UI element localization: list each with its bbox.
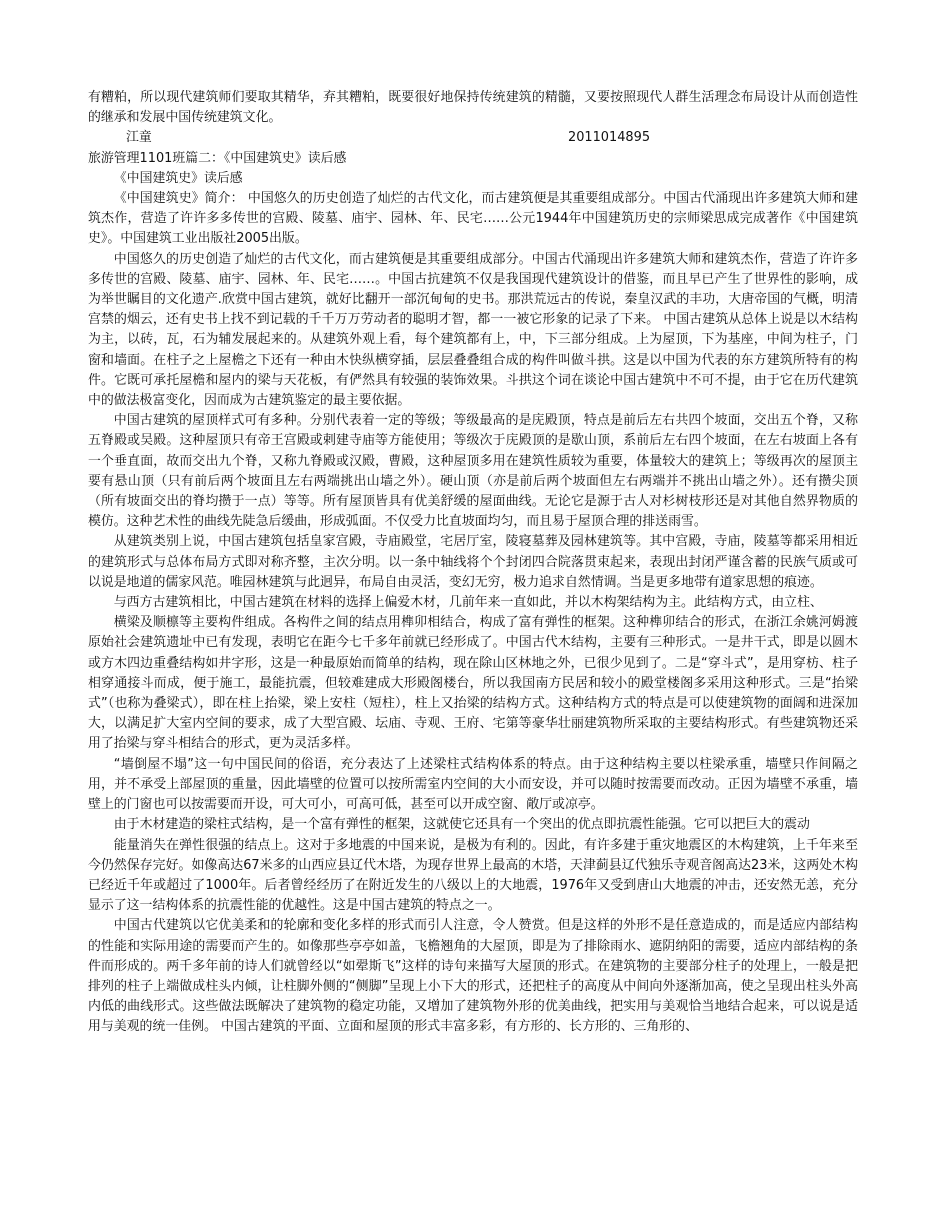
paragraph-categories: 从建筑类别上说，中国古建筑包括皇家宫殿，寺庙殿堂，宅居厅室，陵寝墓葬及园林建筑等。其中宫殿，寺庙，陵墓等都采用相近的建筑形式与总体布局方式即对称齐整，主次分明。以一条中轴线将个个封闭四合院落贯束起来，表现出封闭严谨含蓄的民族气质或可以说是地道的儒家风范。唯园林建筑与此迥异，布局自由灵活，变幻无穷，极力追求自然情调。当是更多地带有道家思想的痕迹。: [88, 534, 858, 590]
student-id: 2011014895: [568, 130, 651, 146]
opening-lines: 有糟粕，所以现代建筑师们要取其精华，弃其糟粕，既要很好地保持传统建筑的精髓，又要按照现代人群生活理念布局设计从而创造性的继承和发展中国传统建筑文化。: [88, 90, 858, 126]
document-body: [88, 88, 858, 1038]
class-and-title: 旅游管理1101班篇二：《中国建筑史》读后感: [88, 150, 347, 166]
paragraph-form: 中国古代建筑以它优美柔和的轮廓和变化多样的形式而引人注意，令人赞赏。但是这样的外形不是任意造成的，而是适应内部结构的性能和实际用途的需要而产生的。如像那些亭亭如盖，飞檐翘角的大屋顶，即是为了排除雨水、遮阴纳阳的需要，适应内部结构的条件而形成的。两千多年前的诗人们就曾经以“如翚斯飞”这样的诗句来描写大屋顶的形式。在建筑物的主要部分柱子的处理上，一般是把排列的柱子上端做成柱头内倾，让柱脚外侧的“侧脚”呈现上小下大的形式，还把柱子的高度从中间向外逐渐加高，使之呈现出柱头外高内低的曲线形式。这些做法既解决了建筑物的稳定功能，又增加了建筑物外形的优美曲线，把实用与美观恰当地结合起来，可以说是适用与美观的统一佳例。 中国古建筑的平面、立面和屋顶的形式丰富多彩，有方形的、长方形的、三角形的、: [88, 918, 858, 1035]
paragraph-earthquake-intro: 由于木材建造的梁柱式结构，是一个富有弹性的框架，这就使它还具有一个突出的优点即抗震性能强。它可以把巨大的震动: [113, 817, 810, 833]
paragraph-walls: “墙倒屋不塌”这一句中国民间的俗语，充分表达了上述梁柱式结构体系的特点。由于这种结构主要以柱梁承重，墙壁只作间隔之用，并不承受上部屋顶的重量，因此墙壁的位置可以按所需室内空间的大小而安设，并可以随时按需要而改动。正因为墙壁不承重，墙壁上的门窗也可以按需要而开设，可大可小，可高可低，甚至可以开成空窗、敞厅或凉亭。: [88, 756, 858, 813]
subtitle: 《中国建筑史》读后感: [113, 170, 243, 186]
author-name: 江童: [126, 130, 152, 146]
paragraph-history: 中国悠久的历史创造了灿烂的古代文化，而古建筑便是其重要组成部分。中国古代涌现出许多建筑大师和建筑杰作，营造了许许多多传世的宫殿、陵墓、庙宇、园林、年、民宅……。中国古抗建筑不仅是我国现代建筑设计的借鉴，而且早已产生了世界性的影响，成为举世瞩目的文化遗产.欣赏中国古建筑，就好比翻开一部沉甸甸的史书。那洪荒远古的传说，秦皇汉武的丰功，大唐帝国的气概，明清宫禁的烟云，还有史书上找不到记载的千千万万劳动者的聪明才智，都一一被它形象的记录了下来。 中国古建筑从总体上说是以木结构为主，以砖，瓦，石为辅发展起来的。从建筑外观上看，每个建筑都有上，中，下三部分组成。上为屋顶，下为基座，中间为柱子，门窗和墙面。在柱子之上屋檐之下还有一种由木快纵横穿插，层层叠叠组合成的构件叫做斗拱。这是以中国为代表的东方建筑所特有的构件。它既可承托屋檐和屋内的梁与天花板，有俨然具有较强的装饰效果。斗拱这个词在谈论中国古建筑中不可不提，由于它在历代建筑中的做法极富变化，因而成为古建筑鉴定的最主要依据。: [88, 251, 858, 409]
paragraph-intro: 《中国建筑史》简介： 中国悠久的历史创造了灿烂的古代文化，而古建筑便是其重要组成部分。中国古代涌现出许多建筑大师和建筑杰作，营造了许许多多传世的宫殿、陵墓、庙宇、园林、年、民宅……公元1944年中国建筑历史的宗师梁思成完成著作《中国建筑史》。中国建筑工业出版社2005出版。: [88, 191, 858, 247]
paragraph-materials: 与西方古建筑相比，中国古建筑在材料的选择上偏爱木材，几前年来一直如此，并以木构架结构为主。此结构方式，由立柱、: [113, 595, 823, 611]
paragraph-roofs: 中国古建筑的屋顶样式可有多种。分别代表着一定的等级；等级最高的是庑殿顶，特点是前后左右共四个坡面，交出五个脊，又称五脊殿或吴殿。这种屋顶只有帝王宫殿或剌建寺庙等方能使用；等级次于庑殿顶的是歇山顶，系前后左右四个坡面，在左右坡面上各有一个垂直面，故而交出九个脊，又称九脊殿或汉殿，曹殿，这种屋顶多用在建筑性质较为重要，体量较大的建筑上；等级再次的屋顶主要有悬山顶（只有前后两个坡面且左右两端挑出山墙之外）。硬山顶（亦是前后两个坡面但左右两端并不挑出山墙之外）。还有攒尖顶（所有坡面交出的脊均攒于一点）等等。所有屋顶皆具有优美舒缓的屋面曲线。无论它是源于古人对杉树枝形还是对其他自然界物质的模仿。这种艺术性的曲线先陡急后缓曲，形成弧面。不仅受力比直坡面均匀，而且易于屋顶合理的排送雨雪。: [88, 413, 858, 530]
author-line: [88, 128, 858, 148]
paragraph-structure: 横梁及顺檩等主要构件组成。各构件之间的结点用榫卯相结合，构成了富有弹性的框架。这种榫卯结合的形式，在浙江余姚河姆渡原始社会建筑遗址中已有发现，表明它在距今七千多年前就已经形成了。中国古代木结构，主要有三种形式。一是井干式，即是以圆木或方木四边重叠结构如井字形，这是一种最原始而简单的结构，现在除山区林地之外，已很少见到了。二是“穿斗式”，是用穿枋、柱子相穿通接斗而成，便于施工，最能抗震，但较难建成大形殿阁楼台，所以我国南方民居和较小的殿堂楼阁多采用这种形式。三是“抬梁式”（也称为叠梁式），即在柱上抬梁，梁上安柱（短柱），柱上又抬梁的结构方式。这种结构方式的特点是可以使建筑物的面阔和进深加大，以满足扩大室内空间的要求，成了大型宫殿、坛庙、寺观、王府、宅第等豪华壮丽建筑物所采取的主要结构形式。有些建筑物还采用了抬梁与穿斗相结合的形式，更为灵活多样。: [88, 615, 858, 752]
paragraph-earthquake: 能量消失在弹性很强的结点上。这对于多地震的中国来说，是极为有利的。因此，有许多建于重灾地震区的木构建筑，上千年来至今仍然保存完好。如像高达67米多的山西应县辽代木塔，为现存世界上最高的木塔，天津蓟县辽代独乐寺观音阁高达23米，这两处木构已经近千年或超过了1000年。后者曾经经历了在附近发生的八级以上的大地震，1976年又受到唐山大地震的冲击，还安然无恙，充分显示了这一结构体系的抗震性能的优越性。这是中国古建筑的特点之一。: [88, 837, 858, 914]
